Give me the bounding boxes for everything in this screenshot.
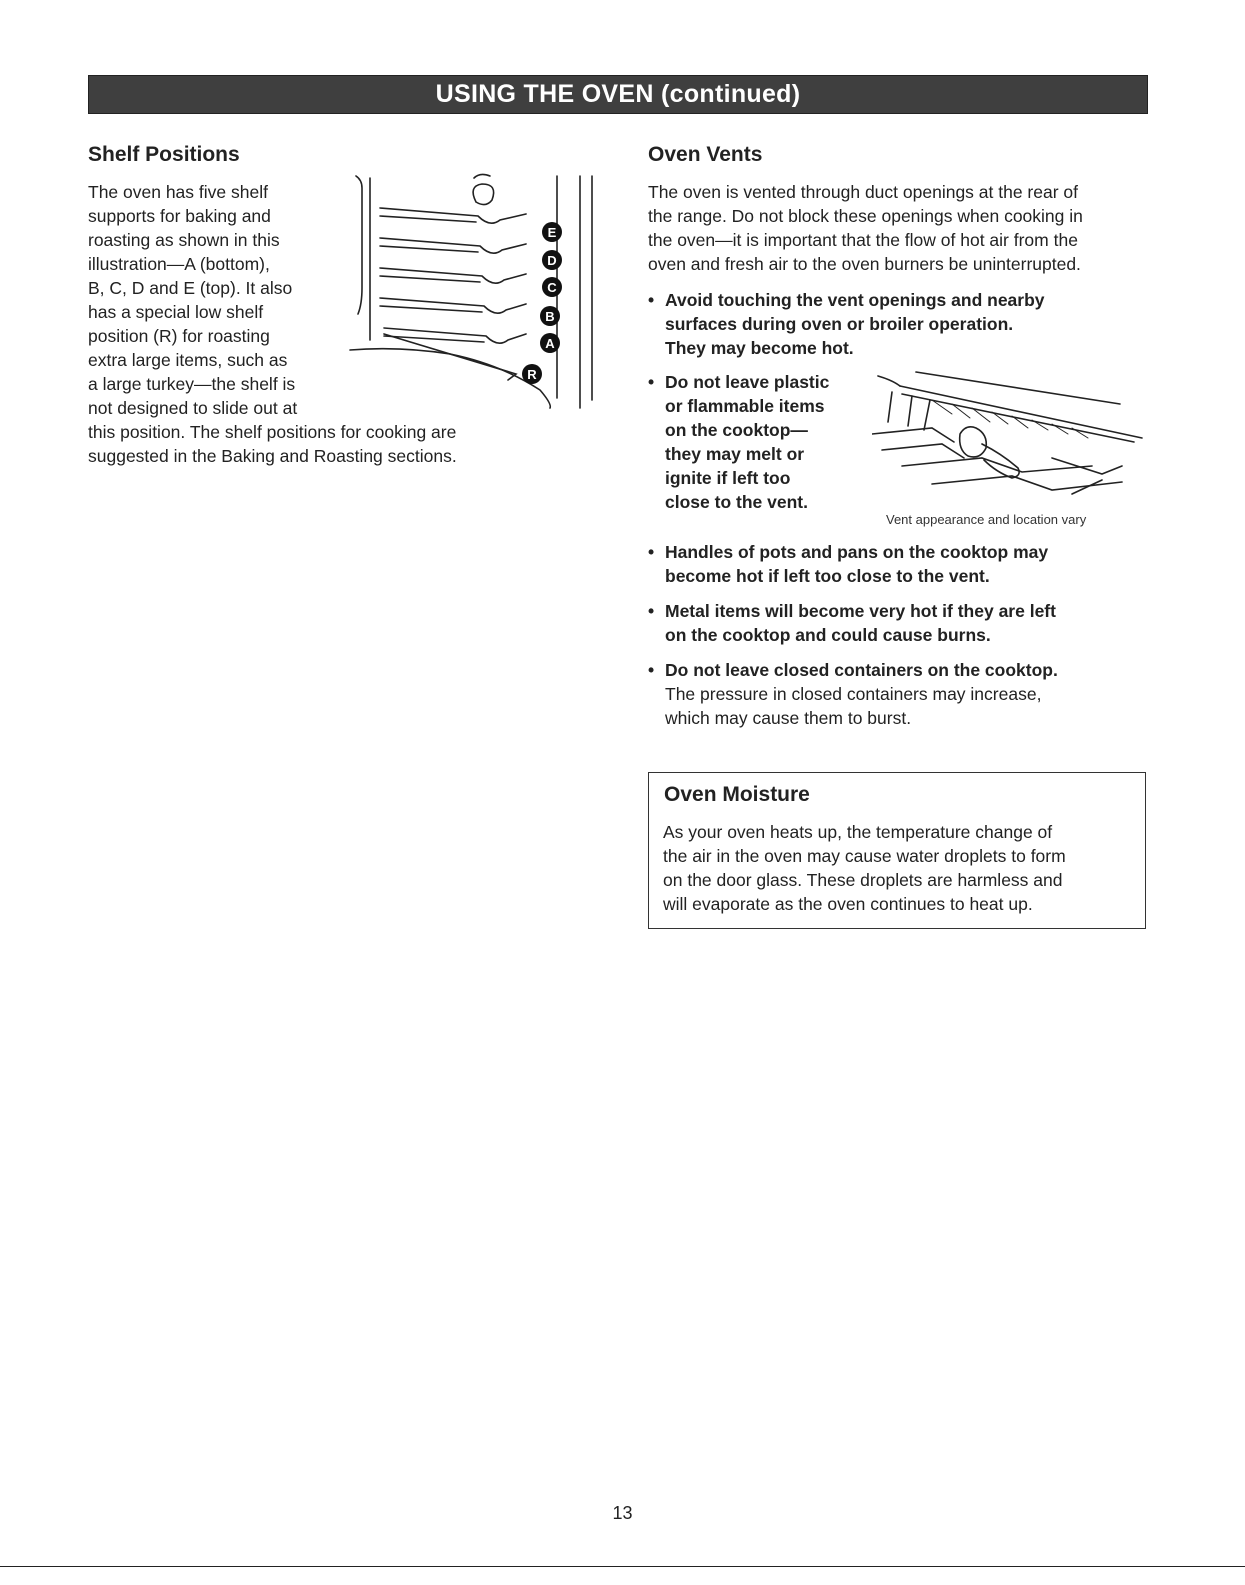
vent-bullet-plastic-items: • Do not leave plastic or flammable items on the cooktop— they may melt or ignite if left too close to the vent. (648, 370, 868, 514)
vent-bullet-list-3 (648, 540, 1148, 730)
shelf-label-r: R (527, 367, 537, 382)
section-banner (88, 75, 1148, 114)
closed-containers-text: The pressure in closed containers may increase, which may cause them to burst. (665, 684, 1042, 728)
banner-title: USING THE OVEN (continued) (435, 80, 801, 108)
bottom-rule (0, 1566, 1245, 1567)
shelf-positions-heading: Shelf Positions (88, 143, 240, 166)
vent-caption: Vent appearance and location vary (886, 512, 1087, 527)
closed-containers-warning: Do not leave closed containers on the cooktop. (665, 660, 1058, 680)
vent-bullet-handles: • Handles of pots and pans on the cooktop may become hot if left too close to the vent. (648, 540, 1148, 588)
shelf-label-b: B (545, 309, 555, 324)
shelf-positions-paragraph-wrapped: The oven has five shelf supports for baking and roasting as shown in this illustration—A (bottom), B, C, D and E (top). It also has a special low shelf position (R) for roasting extra large items, such as a large turkey—the shelf is not designed to slide out at (88, 182, 298, 418)
shelf-positions-paragraph-full: this position. The shelf positions for cooking are suggested in the Baking and Roasting sections. (88, 422, 457, 466)
shelf-positions-illustration (340, 168, 605, 418)
shelf-label-e: E (547, 225, 557, 240)
oven-vents-intro: The oven is vented through duct openings at the rear of the range. Do not block these openings when cooking in the oven—it is important that the flow of hot air from the oven and fresh air to the oven burners be uninterrupted. (648, 182, 1083, 274)
vent-illustration (872, 368, 1147, 508)
page-number: 13 (612, 1503, 633, 1523)
oven-vents-heading: Oven Vents (648, 143, 763, 166)
vent-bullet-list-1 (648, 288, 1148, 360)
oven-moisture-text: As your oven heats up, the temperature change of the air in the oven may cause water droplets to form on the door glass. These droplets are harmless and will evaporate as the oven continues to heat up. (663, 822, 1066, 914)
oven-moisture-heading: Oven Moisture (664, 783, 810, 806)
vent-bullet-avoid-touching: • Avoid touching the vent openings and nearby surfaces during oven or broiler operation. They may become hot. (648, 288, 1148, 360)
vent-bullet-metal-items: • Metal items will become very hot if they are left on the cooktop and could cause burns. (648, 599, 1148, 647)
vent-bullet-closed-containers (648, 658, 1148, 730)
vent-bullet-list-2 (648, 370, 868, 514)
shelf-label-d: D (547, 253, 557, 268)
shelf-label-a: A (545, 336, 555, 351)
shelf-label-c: C (547, 280, 557, 295)
